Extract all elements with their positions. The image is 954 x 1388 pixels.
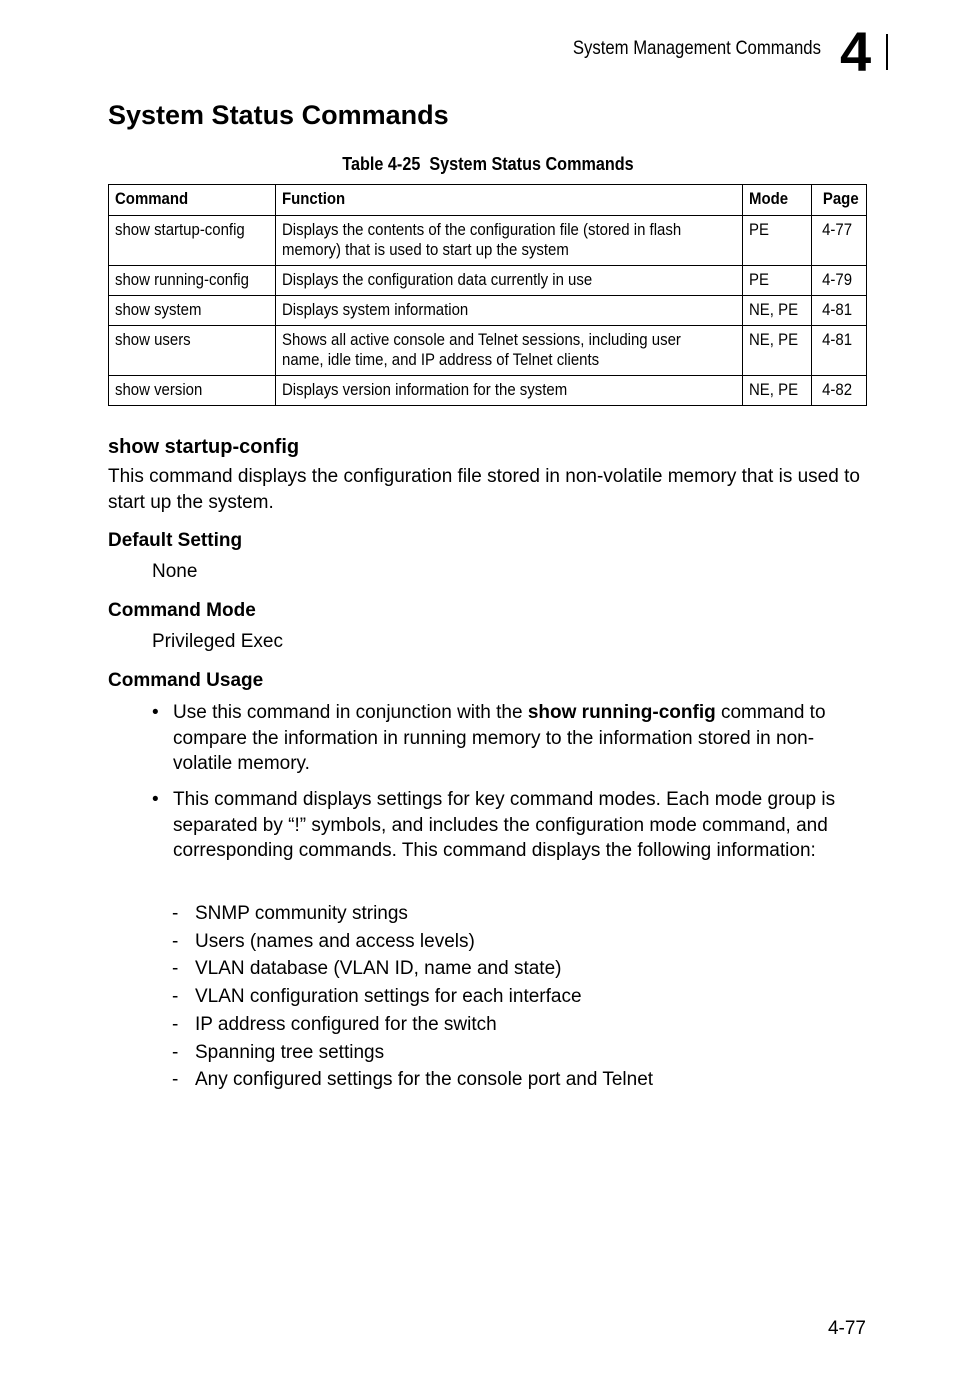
chapter-number: 4 — [840, 20, 872, 83]
command-description: This command displays the configuration file stored in non-volatile memory that is used to start up the system. — [108, 466, 860, 513]
cell-page: 4-79 — [811, 266, 866, 296]
cell-mode: NE, PE — [742, 326, 811, 376]
cell-mode: NE, PE — [742, 376, 811, 406]
cell-command: show startup-config — [109, 216, 276, 266]
cell-mode: NE, PE — [742, 296, 811, 326]
command-usage-heading: Command Usage — [108, 670, 264, 691]
command-mode-heading: Command Mode — [108, 600, 256, 621]
column-header-page: Page — [811, 185, 866, 216]
bullet-marker: • — [152, 789, 159, 810]
command-heading: show startup-config — [108, 436, 300, 458]
command-reference: show running-config — [527, 702, 716, 723]
cell-page: 4-82 — [811, 376, 866, 406]
cell-command: show version — [109, 376, 276, 406]
cell-function: Displays version information for the system — [276, 376, 743, 406]
bullet-marker: • — [152, 702, 159, 723]
section-title: System Status Commands — [108, 100, 449, 130]
chapter-divider — [886, 34, 888, 70]
cell-command: show system — [109, 296, 276, 326]
cell-function: Displays the configuration data currently in use — [276, 266, 743, 296]
cell-function: Displays system information — [276, 296, 743, 326]
cell-page: 4-77 — [811, 216, 866, 266]
table-row — [109, 376, 867, 406]
cell-page: 4-81 — [811, 296, 866, 326]
cell-command: show users — [109, 326, 276, 376]
cell-function: Displays the contents of the configuration file (stored in flash memory) that is used to start up the system — [276, 216, 743, 266]
running-header-title: System Management Commands — [572, 38, 821, 59]
column-header-mode: Mode — [742, 185, 811, 216]
table-caption: Table 4-25 System Status Commands — [342, 154, 634, 174]
usage-text: This command displays settings for key command modes. Each mode group is separated by “!” symbols, and includes the configuration mode command, and corresponding commands. This command displays the following information: — [173, 789, 836, 861]
default-setting-value: None — [152, 561, 198, 582]
cell-mode: PE — [742, 266, 811, 296]
table-row — [109, 216, 867, 266]
system-status-commands-table — [108, 184, 867, 406]
table-header-row — [109, 185, 867, 216]
usage-text: Use this command in conjunction with the show running-config command to compare the information in running memory to the information stored in non-volatile memory. — [173, 702, 826, 774]
command-mode-value: Privileged Exec — [152, 631, 283, 652]
cell-mode: PE — [742, 216, 811, 266]
column-header-function: Function — [276, 185, 743, 216]
column-header-command: Command — [109, 185, 276, 216]
default-setting-heading: Default Setting — [108, 530, 243, 551]
page-number: 4-77 — [827, 1318, 866, 1339]
table-row — [109, 296, 867, 326]
cell-function: Shows all active console and Telnet sessions, including user name, idle time, and IP address of Telnet clients — [276, 326, 743, 376]
cell-command: show running-config — [109, 266, 276, 296]
table-row — [109, 266, 867, 296]
table-row — [109, 326, 867, 376]
cell-page: 4-81 — [811, 326, 866, 376]
